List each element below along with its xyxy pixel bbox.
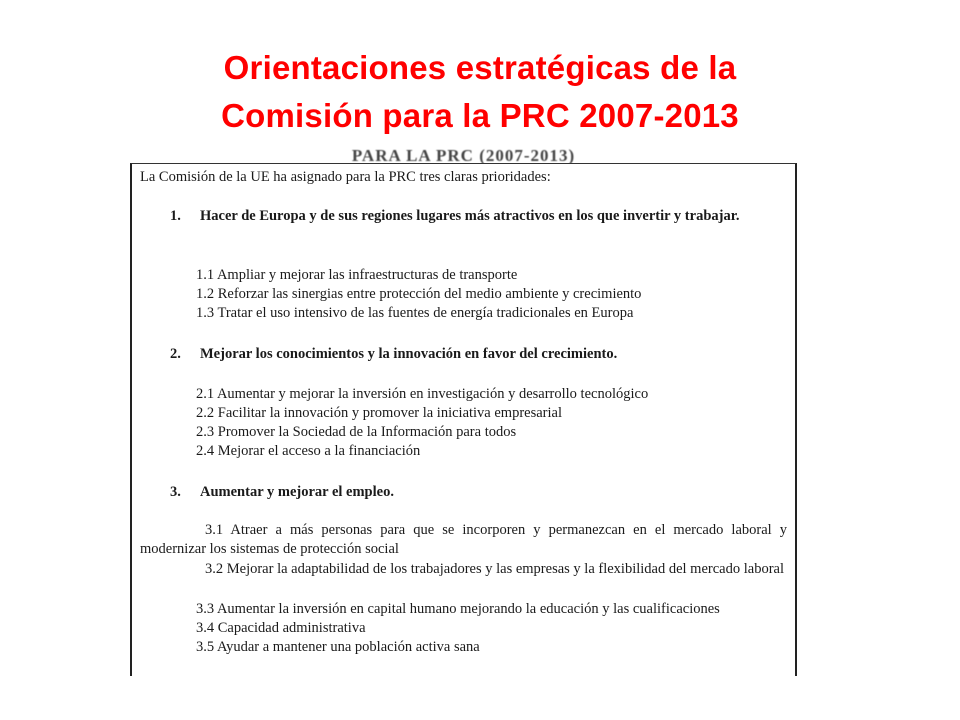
priority-2-title: Mejorar los conocimientos y la innovación en favor del crecimiento.: [200, 346, 618, 362]
priority-2: [170, 345, 787, 364]
slide-title: [0, 44, 960, 140]
document-box: [130, 163, 797, 676]
slide-title-line-2: Comisión para la PRC 2007-2013: [221, 97, 739, 134]
item-3-2: 3.2 Mejorar la adaptabilidad de los trabajadores y las empresas y la flexibilidad del mercado laboral: [205, 561, 784, 577]
priority-1-title: Hacer de Europa y de sus regiones lugares más atractivos en los que invertir y trabajar.: [200, 208, 740, 224]
item-1-3: 1.3 Tratar el uso intensivo de las fuentes de energía tradicionales en Europa: [196, 305, 634, 321]
document-intro: La Comisión de la UE ha asignado para la PRC tres claras prioridades:: [140, 169, 551, 185]
item-3-4: 3.4 Capacidad administrativa: [196, 620, 366, 636]
item-2-2: 2.2 Facilitar la innovación y promover la iniciativa empresarial: [196, 405, 562, 421]
priority-2-number: 2.: [170, 346, 181, 362]
slide-title-line-1: Orientaciones estratégicas de la: [223, 49, 737, 86]
priority-3-number: 3.: [170, 484, 181, 500]
document-header-text: PARA LA PRC (2007-2013): [351, 146, 576, 164]
priority-1: [170, 207, 787, 226]
item-3-5: 3.5 Ayudar a mantener una población activa sana: [196, 639, 480, 655]
item-3-3: 3.3 Aumentar la inversión en capital humano mejorando la educación y las cualificaciones: [196, 601, 720, 617]
priority-3-title: Aumentar y mejorar el empleo.: [200, 484, 394, 500]
document-header: [130, 142, 797, 164]
item-3-1: 3.1 Atraer a más personas para que se incorporen y permanezcan en el mercado laboral y modernizar los sistemas de protección social: [140, 522, 787, 557]
item-1-2: 1.2 Reforzar las sinergias entre protección del medio ambiente y crecimiento: [196, 286, 642, 302]
item-2-4: 2.4 Mejorar el acceso a la financiación: [196, 443, 421, 459]
priority-3: [170, 483, 787, 502]
item-2-1: 2.1 Aumentar y mejorar la inversión en investigación y desarrollo tecnológico: [196, 386, 649, 402]
item-1-1: 1.1 Ampliar y mejorar las infraestructuras de transporte: [196, 267, 518, 283]
priority-1-number: 1.: [170, 208, 181, 224]
item-2-3: 2.3 Promover la Sociedad de la Información para todos: [196, 424, 517, 440]
